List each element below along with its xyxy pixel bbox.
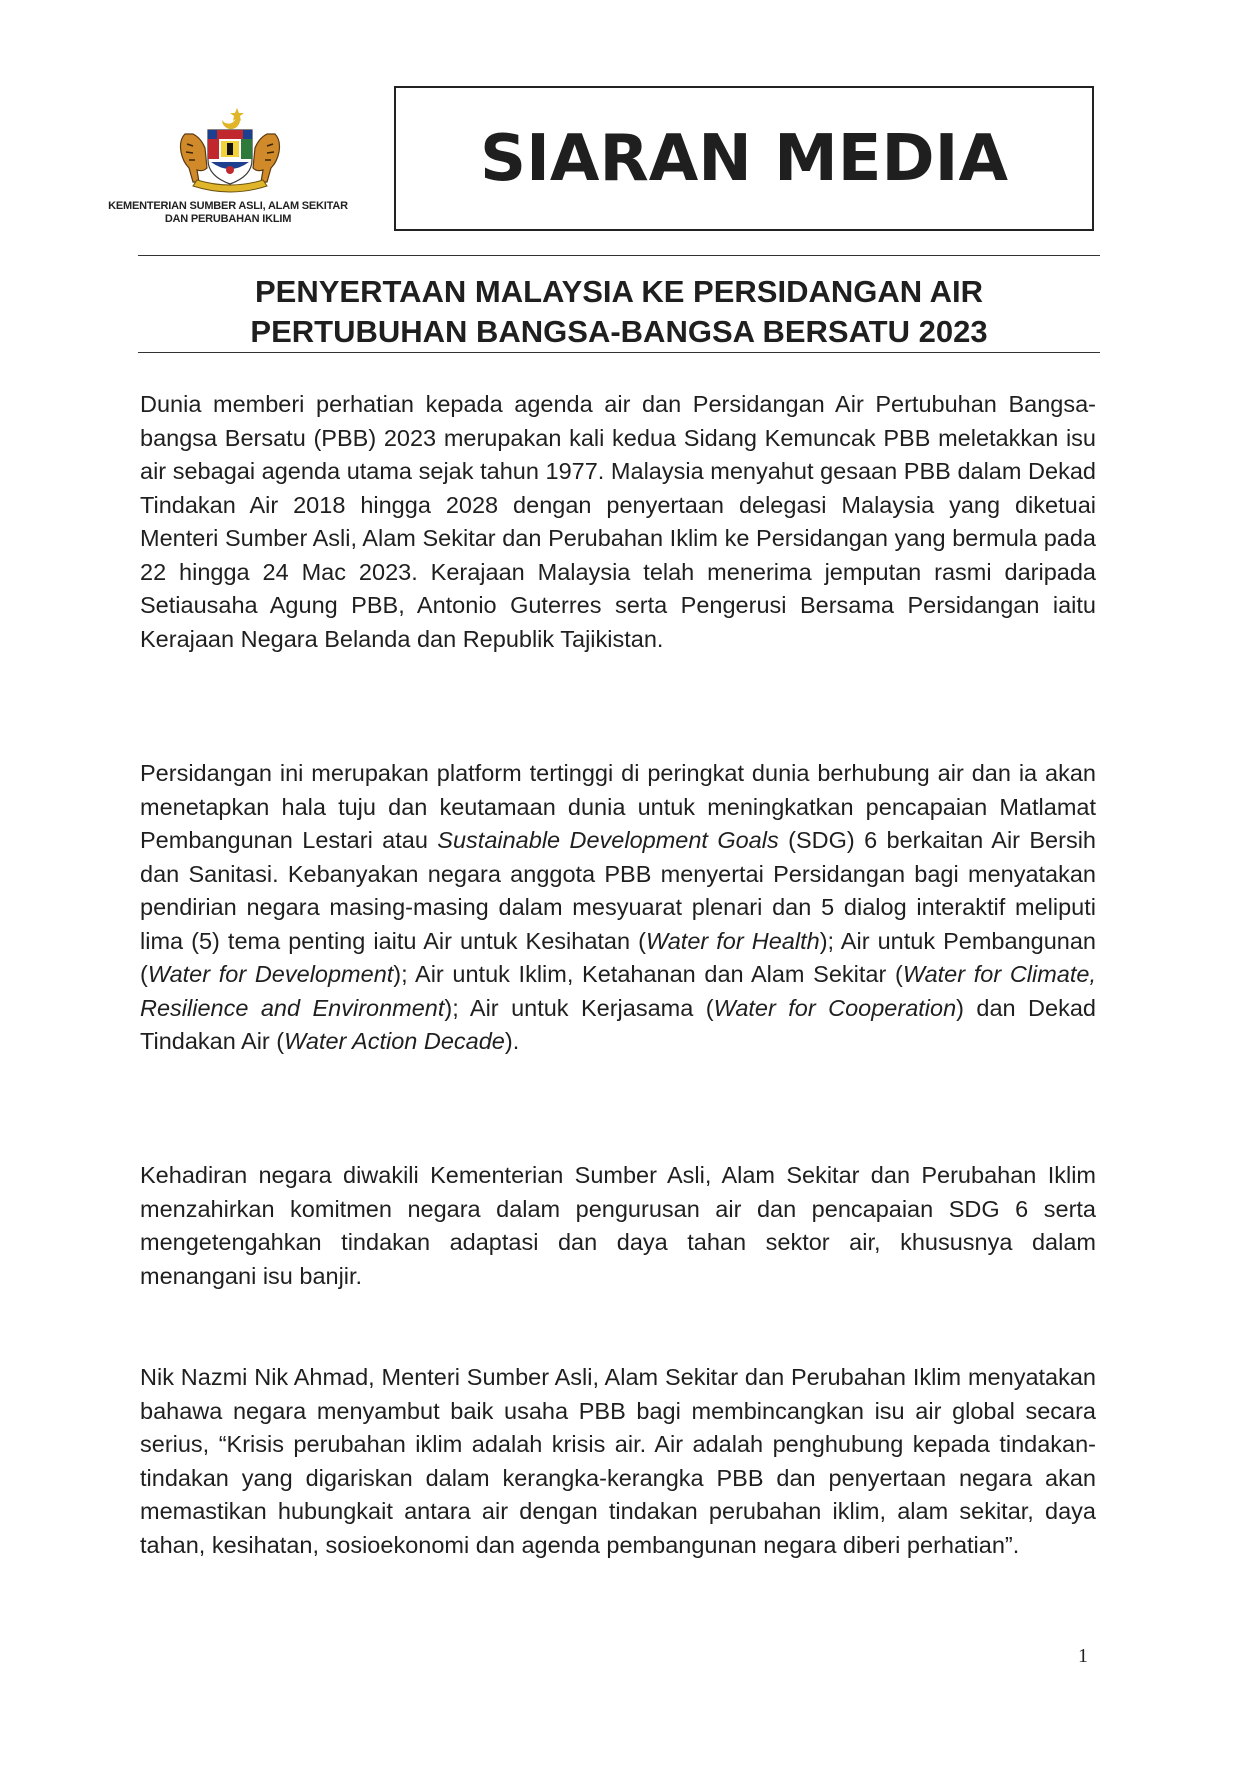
paragraph-2-text-7: ). xyxy=(504,1028,520,1054)
paragraph-2-italic-1: Sustainable Development Goals xyxy=(437,827,779,853)
paragraph-4: Nik Nazmi Nik Ahmad, Menteri Sumber Asli, Alam Sekitar dan Perubahan Iklim menyatakan bahawa negara menyambut baik usaha PBB bagi membincangkan isu air global secara serius, “Krisis perubahan iklim adalah krisis air. Air adalah penghubung kepada tindakan-tindakan yang digariskan dalam kerangka-kerangka PBB dan penyertaan negara akan memastikan hubungkait antara air dengan tindakan perubahan iklim, alam sekitar, daya tahan, kesihatan, sosioekonomi dan agenda pembangunan negara diberi perhatian”. xyxy=(140,1364,1096,1558)
ministry-name-line2: DAN PERUBAHAN IKLIM xyxy=(164,213,292,225)
headline-underline xyxy=(138,352,1100,353)
paragraph-2-italic-6: Water Action Decade xyxy=(284,1028,505,1054)
paragraph-2-italic-2: Water for Health xyxy=(645,927,820,954)
headline-line1: PENYERTAAN MALAYSIA KE PERSIDANGAN AIR xyxy=(254,274,983,309)
document-headline xyxy=(138,272,1100,352)
paragraph-2 xyxy=(140,757,1096,1059)
paragraph-2-italic-3: Water for Development xyxy=(147,961,394,987)
paragraph-2-text-1: Persidangan ini merupakan platform tertinggi di peringkat dunia berhubung air dan ia akan menetapkan hala tuju dan keutamaan dunia untuk meningkatkan pencapaian Matlamat Pembangunan Lestari atau xyxy=(140,760,1096,853)
headline-line2: PERTUBUHAN BANGSA-BANGSA BERSATU 2023 xyxy=(250,314,988,349)
media-release-title: SIARAN MEDIA xyxy=(480,121,1008,196)
media-release-box xyxy=(394,86,1094,231)
paragraph-1: Dunia memberi perhatian kepada agenda air dan Persidangan Air Pertubuhan Bangsa-bangsa Bersatu (PBB) 2023 merupakan kali kedua Sidang Kemuncak PBB meletakkan isu air sebagai agenda utama sejak tahun 1977. Malaysia menyahut gesaan PBB dalam Dekad Tindakan Air 2018 hingga 2028 dengan penyertaan delegasi Malaysia yang diketuai Menteri Sumber Asli, Alam Sekitar dan Perubahan Iklim ke Persidangan yang bermula pada 22 hingga 24 Mac 2023. Kerajaan Malaysia telah menerima jemputan rasmi daripada Setiausaha Agung PBB, Antonio Guterres serta Pengerusi Bersama Persidangan iaitu Kerajaan Negara Belanda dan Republik Tajikistan. xyxy=(140,391,1096,652)
paragraph-2-text-5: ); Air untuk Kerjasama ( xyxy=(444,994,714,1021)
paragraph-2-italic-5: Water for Cooperation xyxy=(713,994,957,1021)
page-number: 1 xyxy=(1078,1645,1088,1667)
top-divider xyxy=(138,255,1100,256)
ministry-name-line1: KEMENTERIAN SUMBER ASLI, ALAM SEKITAR xyxy=(108,200,348,212)
paragraph-3: Kehadiran negara diwakili Kementerian Sumber Asli, Alam Sekitar dan Perubahan Iklim menzahirkan komitmen negara dalam pengurusan air dan pencapaian SDG 6 serta mengetengahkan tindakan adaptasi dan daya tahan sektor air, khususnya dalam menangani isu banjir. xyxy=(140,1162,1096,1289)
coat-of-arms-icon xyxy=(175,104,285,196)
paragraph-2-text-3: ); Air untuk Pembangunan ( xyxy=(140,927,1096,987)
paragraph-2-text-2: (SDG) 6 berkaitan Air Bersih dan Sanitasi. Kebanyakan negara anggota PBB menyertai Persidangan bagi menyatakan pendirian negara masing-masing dalam mesyuarat plenari dan 5 dialog interaktif meliputi lima (5) tema penting iaitu Air untuk Kesihatan ( xyxy=(140,827,1096,954)
ministry-name xyxy=(92,200,364,226)
paragraph-2-text-4: ); Air untuk Iklim, Ketahanan dan Alam Sekitar ( xyxy=(393,961,903,987)
paragraph-2-text-6: ) dan Dekad Tindakan Air ( xyxy=(140,994,1096,1054)
paragraph-2-italic-4: Water for Climate, Resilience and Environment xyxy=(140,961,1096,1021)
